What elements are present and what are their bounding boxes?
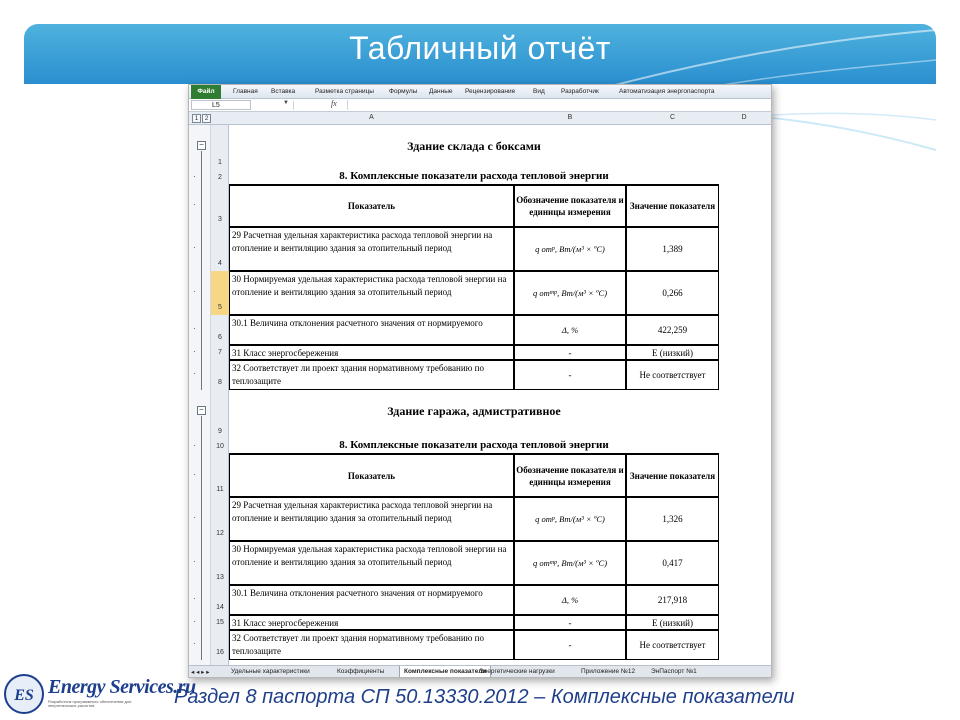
- building-title[interactable]: Здание склада с боксами: [407, 139, 541, 153]
- indicator-symbol[interactable]: -: [514, 615, 626, 630]
- indicator-name[interactable]: 31 Класс энергосбережения: [229, 615, 514, 630]
- header-value[interactable]: Значение показателя: [626, 454, 719, 497]
- sheet-tab[interactable]: Приложение №12: [581, 668, 636, 675]
- indicator-value[interactable]: 217,918: [626, 585, 719, 615]
- outline-level-2-button[interactable]: 2: [202, 114, 211, 123]
- header-symbol[interactable]: Обозначение показателя и единицы измерения: [514, 185, 626, 227]
- ribbon-tabs: [189, 85, 772, 99]
- indicator-symbol[interactable]: q от тр , Вт/(м³ × ºС): [514, 541, 626, 585]
- ribbon-tab[interactable]: Вид: [533, 88, 545, 95]
- indicator-name[interactable]: 29 Расчетная удельная характеристика расхода тепловой энергии на отопление и вентиляцию здания за отопительный период: [229, 497, 514, 541]
- ribbon-tab[interactable]: Разметка страницы: [315, 88, 374, 95]
- ribbon-tab[interactable]: Разработчик: [561, 88, 599, 95]
- outline-dot: ·: [193, 440, 196, 450]
- column-header-c[interactable]: C: [669, 114, 676, 121]
- chevron-down-icon[interactable]: ▼: [283, 100, 289, 106]
- formula-input[interactable]: [347, 100, 769, 110]
- ribbon-tab[interactable]: Формулы: [389, 88, 418, 95]
- outline-dot: ·: [193, 287, 196, 296]
- header-value[interactable]: Значение показателя: [626, 185, 719, 227]
- building-title[interactable]: Здание гаража, адмистративное: [387, 404, 561, 418]
- indicator-name[interactable]: 31 Класс энергосбережения: [229, 345, 514, 360]
- logo-text: Energy Services.ru: [48, 676, 196, 698]
- indicator-value[interactable]: 0,417: [626, 541, 719, 585]
- indicator-symbol[interactable]: -: [514, 345, 626, 360]
- indicator-symbol[interactable]: Δ, %: [514, 585, 626, 615]
- indicator-value[interactable]: Не соответствует: [626, 630, 719, 660]
- indicator-value[interactable]: 1,389: [626, 227, 719, 271]
- ribbon-tab[interactable]: Автоматизация энергопаспорта: [619, 88, 715, 95]
- function-icon[interactable]: fx: [331, 99, 337, 108]
- name-box[interactable]: L5: [191, 100, 251, 110]
- sheet-grid: [216, 125, 772, 665]
- excel-window: [188, 84, 772, 678]
- sheet-nav-arrows[interactable]: ◂ ◂ ▸ ▸: [191, 669, 210, 676]
- row-number[interactable]: 1: [218, 159, 222, 166]
- indicator-symbol[interactable]: Δ, %: [514, 315, 626, 345]
- ribbon-tab[interactable]: Рецензирование: [465, 88, 516, 95]
- row-number[interactable]: 4: [218, 260, 222, 267]
- row-number[interactable]: 16: [216, 649, 224, 656]
- outline-dot: ·: [193, 616, 196, 626]
- indicator-value[interactable]: 422,259: [626, 315, 719, 345]
- section-title[interactable]: 8. Комплексные показатели расхода тепловой энергии: [229, 439, 719, 454]
- sheet-tab[interactable]: Коэффициенты: [337, 668, 385, 675]
- ribbon-tab[interactable]: Данные: [429, 88, 453, 95]
- outline-dot: ·: [193, 243, 196, 252]
- outline-dot: ·: [193, 369, 196, 378]
- header-indicator[interactable]: Показатель: [229, 454, 514, 497]
- column-header-row: [189, 112, 772, 125]
- row-number[interactable]: 7: [218, 349, 222, 356]
- outline-bracket: [201, 151, 202, 390]
- indicator-name[interactable]: 32 Соответствует ли проект здания нормативному требованию по теплозащите: [229, 360, 514, 390]
- indicator-symbol[interactable]: q от р , Вт/(м³ × ºС): [514, 497, 626, 541]
- row-number[interactable]: 8: [218, 379, 222, 386]
- indicator-name[interactable]: 30 Нормируемая удельная характеристика расхода тепловой энергии на отопление и вентиляцию здания за отопительный период: [229, 271, 514, 315]
- row-number[interactable]: 13: [216, 574, 224, 581]
- column-header-b[interactable]: B: [567, 114, 573, 121]
- header-indicator[interactable]: Показатель: [229, 185, 514, 227]
- header-symbol[interactable]: Обозначение показателя и единицы измерения: [514, 454, 626, 497]
- slide-title: Табличный отчёт: [349, 30, 611, 66]
- collapse-group-button[interactable]: −: [197, 141, 206, 150]
- outline-dot: ·: [193, 200, 196, 209]
- indicator-name[interactable]: 29 Расчетная удельная характеристика расхода тепловой энергии на отопление и вентиляцию здания за отопительный период: [229, 227, 514, 271]
- outline-bar: [189, 125, 211, 665]
- indicator-symbol[interactable]: q от р , Вт/(м³ × ºС): [514, 227, 626, 271]
- indicator-value[interactable]: Не соответствует: [626, 360, 719, 390]
- indicator-value[interactable]: 0,266: [626, 271, 719, 315]
- indicator-value[interactable]: E (низкий): [626, 615, 719, 630]
- indicator-symbol[interactable]: -: [514, 630, 626, 660]
- outline-dot: ·: [193, 594, 196, 603]
- row-number[interactable]: 15: [216, 619, 224, 626]
- ribbon-tab[interactable]: Главная: [233, 88, 258, 95]
- svg-text:ES: ES: [14, 687, 34, 704]
- outline-dot: ·: [193, 171, 196, 181]
- sheet-tabs-bar: [189, 665, 772, 678]
- ribbon-tab[interactable]: Вставка: [271, 88, 296, 95]
- section-title[interactable]: 8. Комплексные показатели расхода тепловой энергии: [229, 170, 719, 185]
- indicator-value[interactable]: 1,326: [626, 497, 719, 541]
- outline-dot: ·: [193, 639, 196, 648]
- row-number[interactable]: 3: [218, 216, 222, 223]
- collapse-group-button[interactable]: −: [197, 406, 206, 415]
- outline-level-1-button[interactable]: 1: [192, 114, 201, 123]
- column-header-a[interactable]: A: [369, 114, 374, 121]
- slide-footer: Раздел 8 паспорта СП 50.13330.2012 – Комплексные показатели: [174, 686, 795, 708]
- sheet-tab[interactable]: Удельные характеристики: [231, 668, 310, 675]
- ribbon-tab-file[interactable]: Файл: [191, 85, 221, 99]
- sheet-tab[interactable]: ЭнПаспорт №1: [651, 668, 697, 675]
- formula-separator: [293, 101, 323, 110]
- row-number[interactable]: 6: [218, 334, 222, 341]
- outline-dot: ·: [193, 557, 196, 566]
- logo-subtitle: Разработчик программного обеспечения для энергетических расчетов: [48, 699, 132, 708]
- indicator-name[interactable]: 30.1 Величина отклонения расчетного значения от нормируемого: [229, 315, 514, 345]
- outline-bracket: [201, 416, 202, 660]
- indicator-name[interactable]: 30 Нормируемая удельная характеристика расхода тепловой энергии на отопление и вентиляцию здания за отопительный период: [229, 541, 514, 585]
- row-number[interactable]: 9: [218, 428, 222, 435]
- row-number[interactable]: 11: [216, 486, 224, 493]
- indicator-symbol[interactable]: q от тр , Вт/(м³ × ºС): [514, 271, 626, 315]
- indicator-value[interactable]: E (низкий): [626, 345, 719, 360]
- company-logo: [2, 670, 48, 716]
- outline-dot: ·: [193, 346, 196, 356]
- row-number[interactable]: 5: [211, 271, 229, 315]
- outline-dot: ·: [193, 324, 196, 333]
- indicator-symbol[interactable]: -: [514, 360, 626, 390]
- sheet-tab[interactable]: Комплексные показатели: [399, 666, 491, 678]
- outline-dot: ·: [193, 469, 196, 479]
- row-number[interactable]: 10: [216, 443, 224, 450]
- sheet-tab[interactable]: Энергетические нагрузки: [479, 668, 555, 675]
- outline-dot: ·: [193, 513, 196, 522]
- indicator-name[interactable]: 32 Соответствует ли проект здания нормативному требованию по теплозащите: [229, 630, 514, 660]
- column-header-d[interactable]: D: [741, 114, 747, 121]
- indicator-name[interactable]: 30.1 Величина отклонения расчетного значения от нормируемого: [229, 585, 514, 615]
- formula-bar: [189, 99, 772, 112]
- row-number[interactable]: 2: [218, 174, 222, 181]
- row-number[interactable]: 12: [216, 530, 224, 537]
- row-number[interactable]: 14: [216, 604, 224, 611]
